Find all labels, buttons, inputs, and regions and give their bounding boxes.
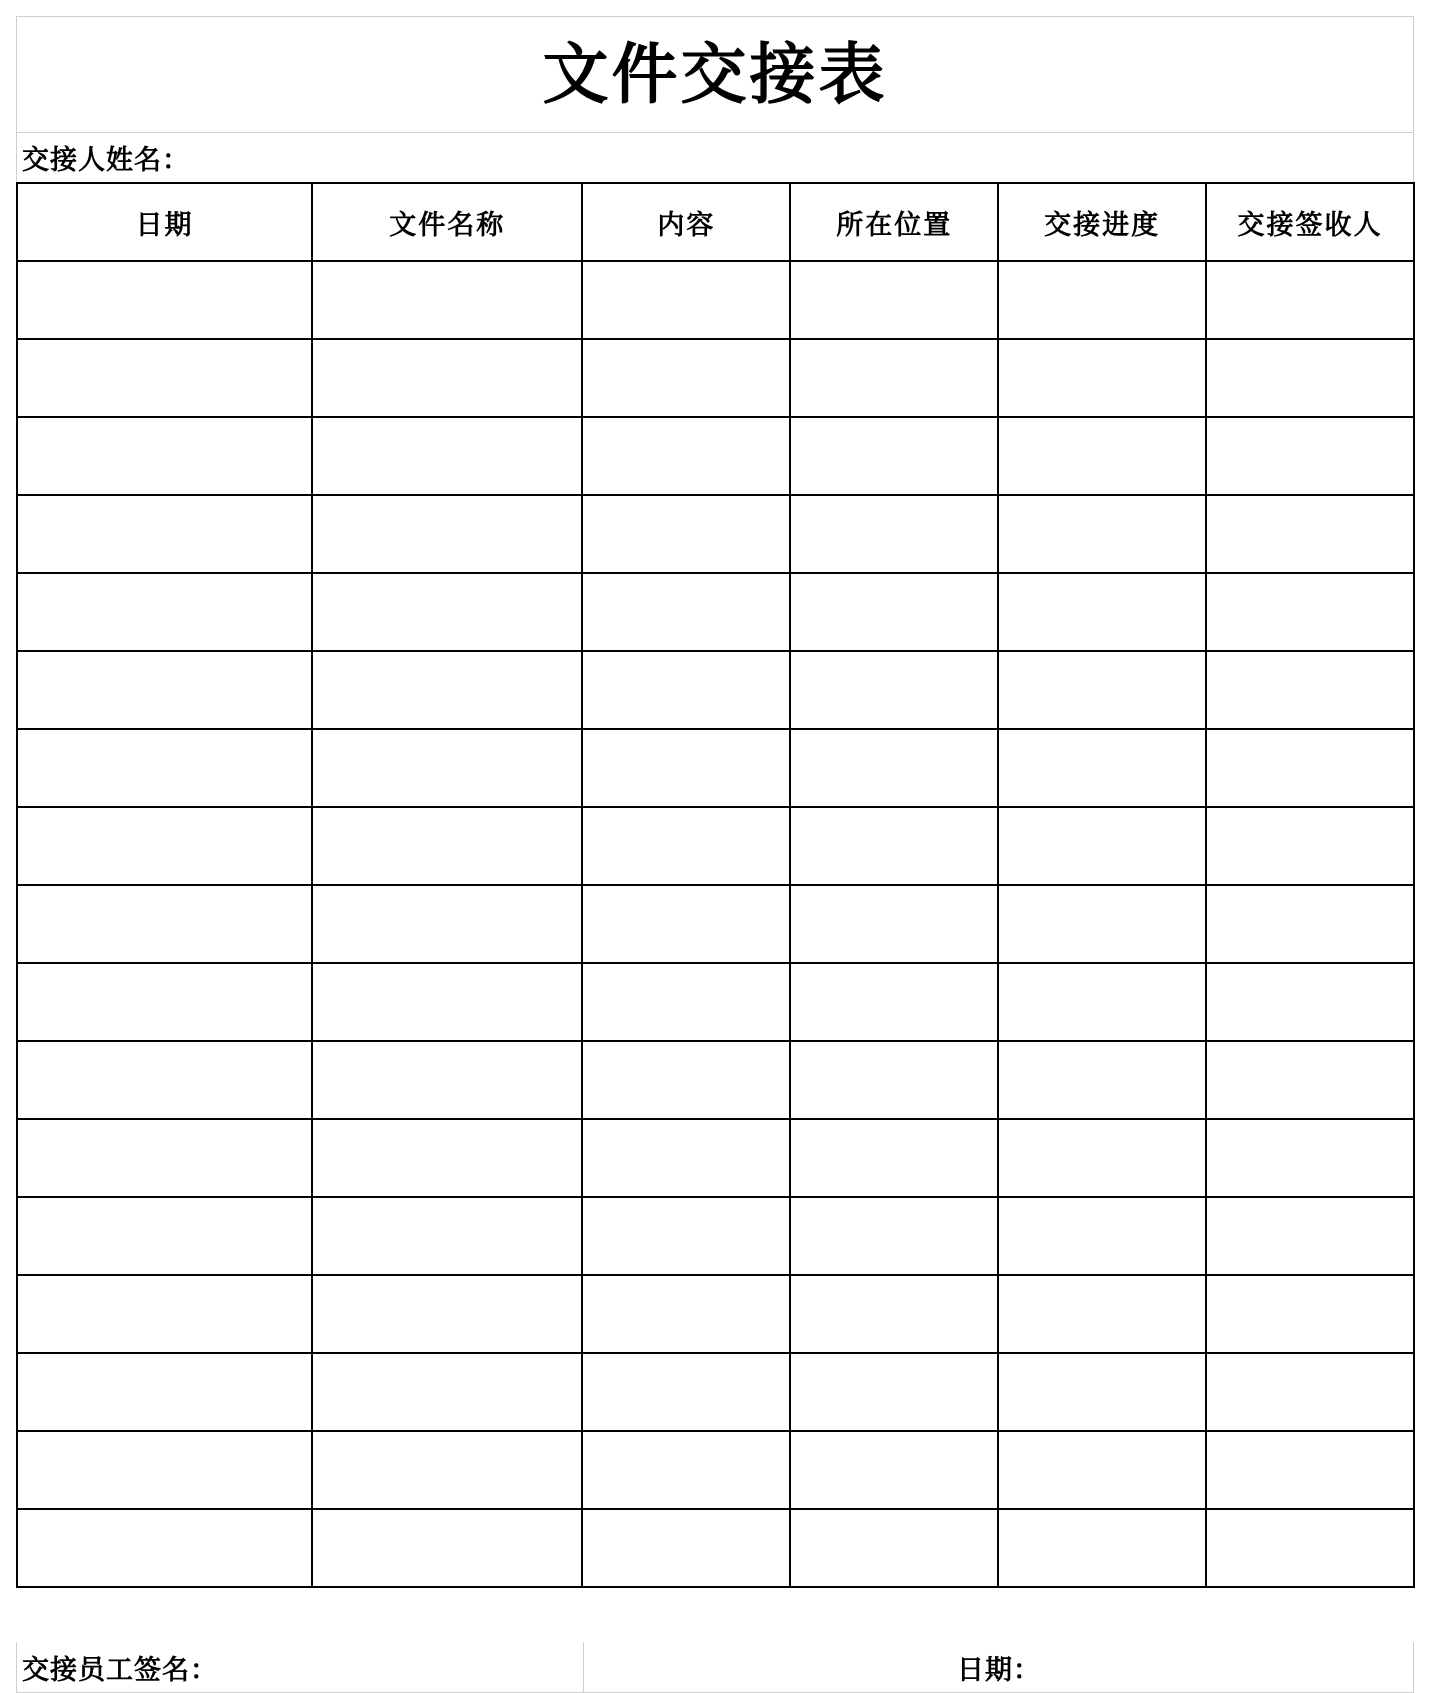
- table-cell[interactable]: [790, 807, 998, 885]
- footer-date-label: 日期：: [957, 1654, 1041, 1686]
- table-cell[interactable]: [998, 1197, 1206, 1275]
- table-cell[interactable]: [312, 495, 582, 573]
- table-cell[interactable]: [998, 885, 1206, 963]
- table-cell[interactable]: [1206, 417, 1414, 495]
- handover-name-row: [16, 132, 1414, 182]
- table-cell[interactable]: [790, 651, 998, 729]
- header-content: 内容: [582, 183, 790, 261]
- table-cell[interactable]: [790, 261, 998, 339]
- table-cell[interactable]: [1206, 885, 1414, 963]
- table-cell[interactable]: [790, 1509, 998, 1587]
- table-cell[interactable]: [17, 651, 312, 729]
- table-cell[interactable]: [582, 1197, 790, 1275]
- table-row: [17, 573, 1414, 651]
- table-cell[interactable]: [17, 261, 312, 339]
- table-cell[interactable]: [790, 1353, 998, 1431]
- table-cell[interactable]: [998, 1431, 1206, 1509]
- table-cell[interactable]: [998, 573, 1206, 651]
- table-cell[interactable]: [1206, 261, 1414, 339]
- handover-sheet: [16, 16, 1414, 1686]
- table-cell[interactable]: [17, 339, 312, 417]
- footer-date-cell: [584, 1642, 1413, 1692]
- table-cell[interactable]: [790, 1431, 998, 1509]
- table-cell[interactable]: [582, 963, 790, 1041]
- table-cell[interactable]: [998, 1119, 1206, 1197]
- footer-signature-cell: [17, 1642, 584, 1692]
- table-cell[interactable]: [1206, 963, 1414, 1041]
- table-cell[interactable]: [790, 963, 998, 1041]
- table-cell[interactable]: [17, 573, 312, 651]
- table-cell[interactable]: [312, 1509, 582, 1587]
- table-cell[interactable]: [582, 417, 790, 495]
- table-cell[interactable]: [582, 1353, 790, 1431]
- table-cell[interactable]: [17, 1275, 312, 1353]
- table-cell[interactable]: [582, 807, 790, 885]
- table-row: [17, 1197, 1414, 1275]
- table-row: [17, 963, 1414, 1041]
- table-cell[interactable]: [312, 1353, 582, 1431]
- table-row: [17, 651, 1414, 729]
- table-cell[interactable]: [1206, 729, 1414, 807]
- table-cell[interactable]: [17, 885, 312, 963]
- table-cell[interactable]: [1206, 807, 1414, 885]
- table-cell[interactable]: [582, 339, 790, 417]
- table-row: [17, 1275, 1414, 1353]
- table-cell[interactable]: [1206, 1041, 1414, 1119]
- table-cell[interactable]: [790, 1197, 998, 1275]
- table-cell[interactable]: [582, 1041, 790, 1119]
- table-cell[interactable]: [790, 729, 998, 807]
- table-cell[interactable]: [312, 1041, 582, 1119]
- header-date: 日期: [17, 183, 312, 261]
- header-file-name: 文件名称: [312, 183, 582, 261]
- table-cell[interactable]: [17, 807, 312, 885]
- table-cell[interactable]: [312, 261, 582, 339]
- table-cell[interactable]: [1206, 1197, 1414, 1275]
- table-cell[interactable]: [998, 417, 1206, 495]
- table-row: [17, 1431, 1414, 1509]
- handover-table: [16, 182, 1415, 1588]
- table-cell[interactable]: [312, 885, 582, 963]
- table-cell[interactable]: [17, 1353, 312, 1431]
- table-cell[interactable]: [17, 495, 312, 573]
- table-cell[interactable]: [790, 1119, 998, 1197]
- table-cell[interactable]: [312, 729, 582, 807]
- table-cell[interactable]: [17, 1509, 312, 1587]
- table-row: [17, 495, 1414, 573]
- table-cell[interactable]: [790, 1041, 998, 1119]
- table-cell[interactable]: [998, 261, 1206, 339]
- table-cell[interactable]: [1206, 495, 1414, 573]
- table-cell[interactable]: [312, 417, 582, 495]
- table-row: [17, 807, 1414, 885]
- table-row: [17, 885, 1414, 963]
- table-cell[interactable]: [312, 1431, 582, 1509]
- table-cell[interactable]: [790, 573, 998, 651]
- table-cell[interactable]: [790, 885, 998, 963]
- table-cell[interactable]: [17, 1197, 312, 1275]
- table-cell[interactable]: [312, 1119, 582, 1197]
- table-cell[interactable]: [312, 807, 582, 885]
- table-header-row: [17, 183, 1414, 261]
- table-cell[interactable]: [582, 495, 790, 573]
- table-cell[interactable]: [790, 417, 998, 495]
- table-cell[interactable]: [998, 963, 1206, 1041]
- table-cell[interactable]: [1206, 1275, 1414, 1353]
- table-cell[interactable]: [17, 729, 312, 807]
- table-cell[interactable]: [17, 417, 312, 495]
- table-cell[interactable]: [582, 573, 790, 651]
- title-row: [16, 16, 1414, 133]
- table-cell[interactable]: [1206, 339, 1414, 417]
- table-cell[interactable]: [998, 807, 1206, 885]
- table-cell[interactable]: [582, 1119, 790, 1197]
- table-cell[interactable]: [998, 1041, 1206, 1119]
- table-row: [17, 261, 1414, 339]
- table-cell[interactable]: [998, 1275, 1206, 1353]
- header-location: 所在位置: [790, 183, 998, 261]
- table-cell[interactable]: [1206, 1353, 1414, 1431]
- header-progress: 交接进度: [998, 183, 1206, 261]
- table-cell[interactable]: [582, 1509, 790, 1587]
- table-cell[interactable]: [17, 1041, 312, 1119]
- table-row: [17, 1041, 1414, 1119]
- table-cell[interactable]: [312, 339, 582, 417]
- table-cell[interactable]: [582, 1275, 790, 1353]
- table-row: [17, 1353, 1414, 1431]
- table-cell[interactable]: [998, 339, 1206, 417]
- table-cell[interactable]: [312, 1275, 582, 1353]
- table-row: [17, 1119, 1414, 1197]
- table-cell[interactable]: [312, 1197, 582, 1275]
- table-cell[interactable]: [998, 729, 1206, 807]
- table-cell[interactable]: [1206, 1509, 1414, 1587]
- table-row: [17, 339, 1414, 417]
- table-cell[interactable]: [998, 651, 1206, 729]
- table-row: [17, 417, 1414, 495]
- footer-row: [16, 1642, 1414, 1693]
- table-cell[interactable]: [17, 1119, 312, 1197]
- table-cell[interactable]: [790, 339, 998, 417]
- table-cell[interactable]: [17, 963, 312, 1041]
- table-cell[interactable]: [582, 261, 790, 339]
- table-cell[interactable]: [1206, 1431, 1414, 1509]
- table-cell[interactable]: [582, 651, 790, 729]
- employee-signature-label: 交接员工签名：: [22, 1654, 218, 1686]
- table-body: [17, 261, 1414, 1587]
- table-cell[interactable]: [1206, 573, 1414, 651]
- header-recipient: 交接签收人: [1206, 183, 1414, 261]
- table-cell[interactable]: [790, 1275, 998, 1353]
- handover-name-label: 交接人姓名：: [22, 144, 190, 176]
- table-cell[interactable]: [312, 573, 582, 651]
- table-cell[interactable]: [998, 1509, 1206, 1587]
- table-cell[interactable]: [582, 729, 790, 807]
- table-row: [17, 729, 1414, 807]
- table-cell[interactable]: [998, 495, 1206, 573]
- table-cell[interactable]: [1206, 1119, 1414, 1197]
- table-cell[interactable]: [582, 1431, 790, 1509]
- table-cell[interactable]: [582, 885, 790, 963]
- page-title: 文件交接表: [542, 35, 888, 113]
- table-row: [17, 1509, 1414, 1587]
- table-cell[interactable]: [312, 963, 582, 1041]
- table-cell[interactable]: [998, 1353, 1206, 1431]
- table-cell[interactable]: [1206, 651, 1414, 729]
- table-cell[interactable]: [312, 651, 582, 729]
- table-cell[interactable]: [17, 1431, 312, 1509]
- table-cell[interactable]: [790, 495, 998, 573]
